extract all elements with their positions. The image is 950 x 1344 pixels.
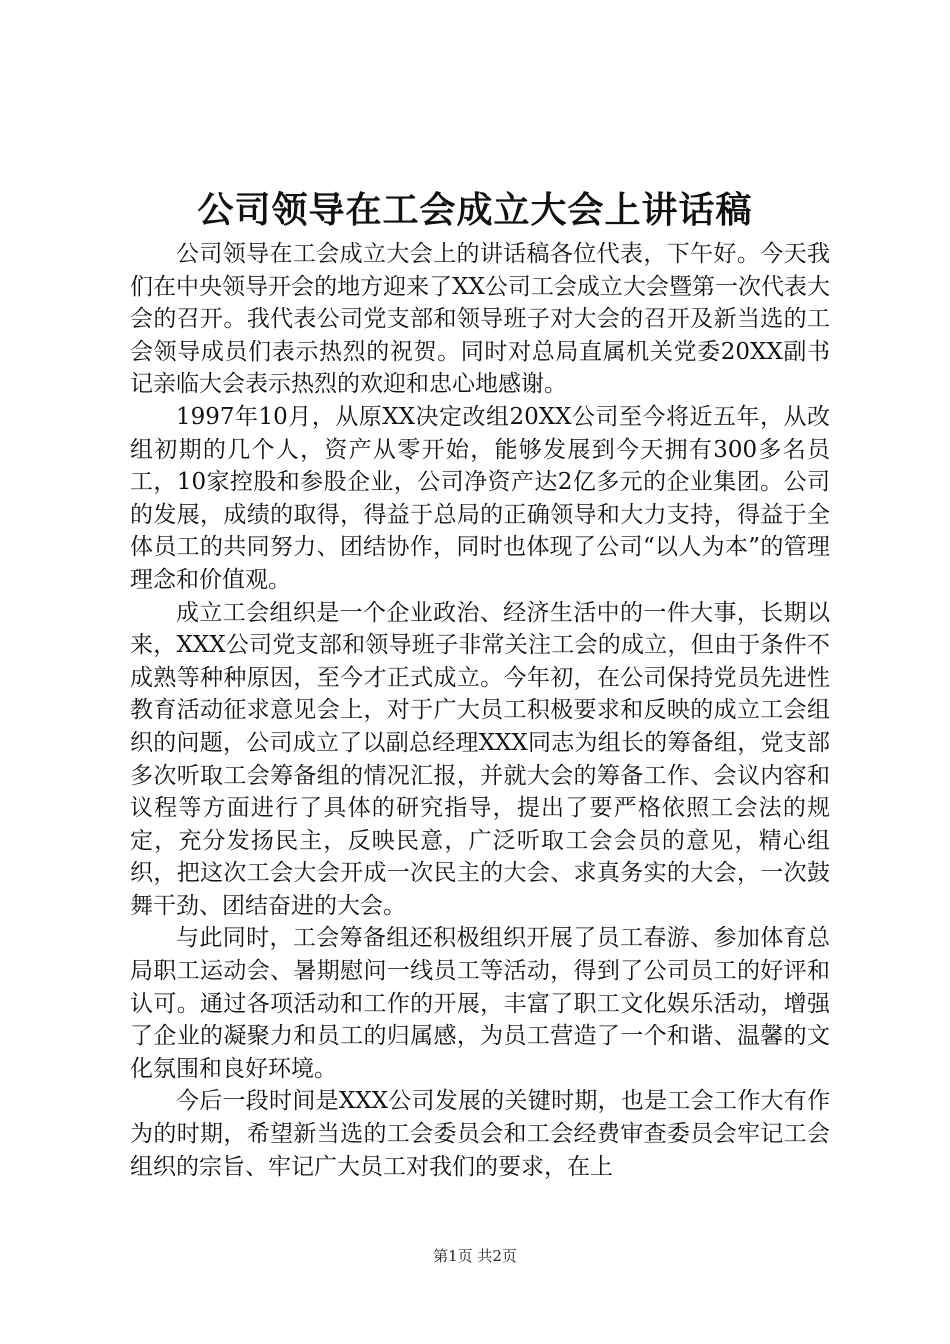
document-title: 公司领导在工会成立大会上讲话稿 bbox=[197, 189, 753, 231]
paragraph-2: 1997年10月，从原XX决定改组20XX公司至今将近五年，从改组初期的几个人，资产从零开始，能够发展到今天拥有300多名员工，10家控股和参股企业，公司净资产达2亿多元的企业集团。公司的发展，成绩的取得，得益于总局的正确领导和大力支持，得益于全体员工的共同努力、团结协作，同时也体现了公司“以人为本”的管理理念和价值观。 bbox=[130, 403, 830, 593]
paragraph-1: 公司领导在工会成立大会上的讲话稿各位代表，下午好。今天我们在中央领导开会的地方迎来了XX公司工会成立大会暨第一次代表大会的召开。我代表公司党支部和领导班子对大会的召开及新当选的工会领导成员们表示热烈的祝贺。同时对总局直属机关党委20XX副书记亲临大会表示热烈的欢迎和忠心地感谢。 bbox=[130, 241, 830, 398]
paragraph-4: 与此同时，工会筹备组还积极组织开展了员工春游、参加体育总局职工运动会、暑期慰问一线员工等活动，得到了公司员工的好评和认可。通过各项活动和工作的开展，丰富了职工文化娱乐活动，增强了企业的凝聚力和员工的归属感，为员工营造了一个和谐、温馨的文化氛围和良好环境。 bbox=[130, 925, 830, 1082]
page-number-footer: 第1页 共2页 bbox=[433, 1247, 517, 1265]
document-body bbox=[130, 238, 830, 1183]
paragraph-3: 成立工会组织是一个企业政治、经济生活中的一件大事，长期以来，XXX公司党支部和领导班子非常关注工会的成立，但由于条件不成熟等种种原因，至今才正式成立。今年初，在公司保持党员先进性教育活动征求意见会上，对于广大员工积极要求和反映的成立工会组织的问题，公司成立了以副总经理XXX同志为组长的筹备组，党支部多次听取工会筹备组的情况汇报，并就大会的筹备工作、会议内容和议程等方面进行了具体的研究指导，提出了要严格依照工会法的规定，充分发扬民主，反映民意，广泛听取工会会员的意见，精心组织，把这次工会大会开成一次民主的大会、求真务实的大会，一次鼓舞干劲、团结奋进的大会。 bbox=[130, 599, 830, 919]
paragraph-5: 今后一段时间是XXX公司发展的关键时期，也是工会工作大有作为的时期，希望新当选的工会委员会和工会经费审查委员会牢记工会组织的宗旨、牢记广大员工对我们的要求，在上 bbox=[130, 1088, 830, 1180]
